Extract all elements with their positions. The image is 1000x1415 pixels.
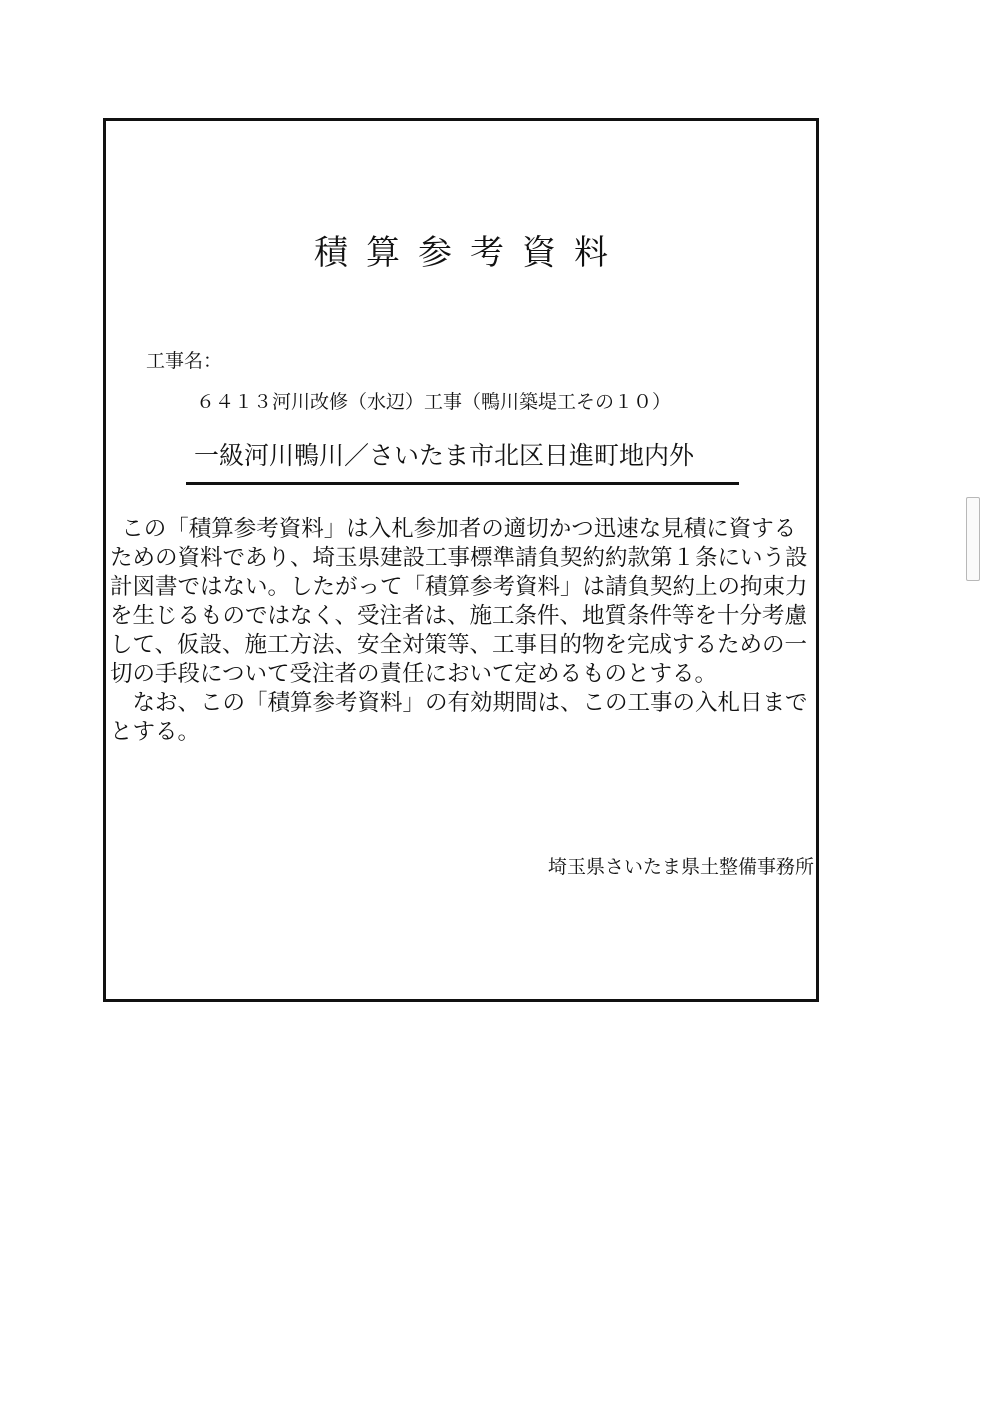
- notice-body: [110, 515, 812, 747]
- notice-paragraph-2: なお、この「積算参考資料」の有効期間は、この工事の入札日までとする。: [110, 690, 808, 745]
- project-location: 一級河川鴨川／さいたま市北区日進町地内外: [194, 441, 695, 470]
- project-name: ６４１３河川改修（水辺）工事（鴨川築堤工その１０）: [196, 391, 672, 413]
- work-name-label: 工事名：: [146, 350, 223, 372]
- location-underline: [186, 482, 739, 485]
- scroll-indicator[interactable]: [966, 497, 980, 581]
- issuing-office: 埼玉県さいたま県土整備事務所: [547, 856, 814, 878]
- notice-paragraph-1: この「積算参考資料」は入札参加者の適切かつ迅速な見積に資するための資料であり、埼玉県建設工事標準請負契約約款第１条にいう設計図書ではない。したがって「積算参考資料」は請負契約上の拘束力を生じるものではなく、受注者は、施工条件、地質条件等を十分考慮して、仮設、施工方法、安全対策等、工事目的物を完成するための一切の手段について受注者の責任において定めるものとする。: [110, 516, 808, 687]
- document-title: 積算参考資料: [314, 233, 626, 273]
- document-frame: [103, 118, 819, 1002]
